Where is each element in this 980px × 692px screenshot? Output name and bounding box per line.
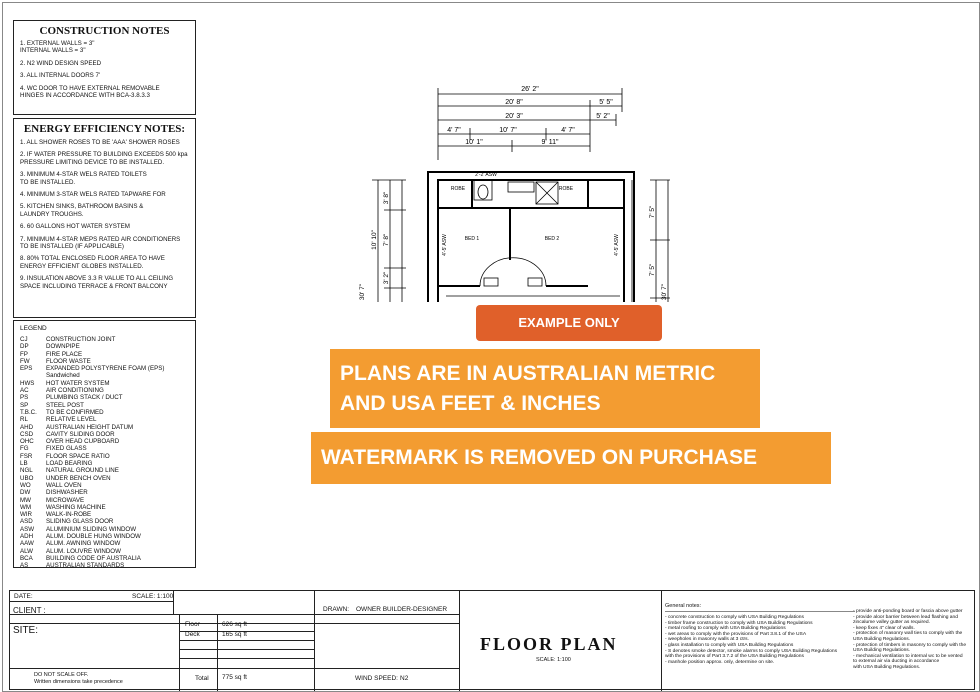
watermark-banner: [311, 432, 831, 484]
units-line-1: PLANS ARE IN AUSTRALIAN METRIC: [340, 362, 716, 385]
date-label: DATE:: [14, 593, 33, 600]
legend-meaning: HOT WATER SYSTEM: [46, 379, 110, 387]
watermark-text: WATERMARK IS REMOVED ON PURCHASE: [321, 446, 757, 469]
dim-20-3: 20' 3": [505, 113, 523, 120]
legend-row: [20, 365, 189, 380]
general-notes-left: [665, 615, 837, 665]
legend-row: [20, 475, 189, 482]
general-note-item: - glass installation to comply with USA Building Regulations: [665, 642, 794, 648]
legend-abbreviation: MW: [20, 496, 31, 504]
dim-5-5: 5' 5": [599, 99, 613, 106]
dim-30-7-left: 30' 7": [359, 283, 366, 301]
legend-meaning: FIXED GLASS: [46, 445, 87, 453]
area-floor-value: 626 sq ft: [222, 621, 247, 628]
dim-7-5-a: 7' 5": [649, 205, 656, 219]
legend-row: [20, 336, 189, 343]
bed-2-label: BED 2: [544, 236, 560, 242]
general-notes-title: General notes:: [665, 603, 702, 609]
energy-note-item: 2. IF WATER PRESSURE TO BUILDING EXCEEDS 500 kpa PRESSURE LIMITING DEVICE TO BE INSTALLED.: [20, 151, 188, 166]
legend-meaning: FIRE PLACE: [46, 350, 83, 358]
drawn-value: OWNER BUILDER-DESIGNER: [356, 606, 448, 613]
dim-3-2: 3' 2": [383, 271, 390, 285]
legend-panel: [13, 320, 196, 568]
legend-abbreviation: T.B.C.: [20, 408, 37, 416]
legend-meaning: BUILDING CODE OF AUSTRALIA: [46, 554, 141, 562]
dim-4-7-a: 4' 7": [447, 127, 461, 134]
legend-abbreviation: FSR: [20, 452, 33, 460]
dim-20-8: 20' 8": [505, 99, 523, 106]
drawn-label: DRAWN:: [323, 606, 350, 613]
legend-abbreviation: AHD: [20, 423, 34, 431]
legend-row: [20, 562, 189, 569]
tb-rule: [10, 614, 459, 615]
general-note-item: - S denotes smoke detector, smoke alarms to comply USA Building Regulations: [665, 648, 838, 654]
legend-row: [20, 431, 189, 438]
tb-rule: [10, 668, 459, 669]
legend-abbreviation: EPS: [20, 365, 33, 373]
general-note-item: - weepholes in masonry walls at 3 ctrs.: [665, 637, 749, 643]
dim-10-10: 10' 10": [371, 230, 378, 250]
legend-meaning: WASHING MACHINE: [46, 503, 106, 511]
legend-meaning: TO BE CONFIRMED: [46, 408, 104, 416]
legend-row: [20, 351, 189, 358]
legend-meaning: CONSTRUCTION JOINT: [46, 336, 116, 343]
tb-rule: [665, 611, 855, 612]
legend-meaning: PLUMBING STACK / DUCT: [46, 394, 123, 402]
legend-abbreviation: NGL: [20, 467, 33, 475]
dim-10-1: 10' 1": [465, 139, 483, 146]
legend-meaning: MICROWAVE: [46, 496, 85, 504]
units-line-2: AND USA FEET & INCHES: [340, 392, 601, 415]
legend-abbreviation: ALW: [20, 547, 33, 555]
legend-meaning: STEEL POST: [46, 401, 84, 409]
general-note-item: - timber frame construction to comply with USA Building Regulations: [665, 620, 813, 626]
legend-row: [20, 445, 189, 452]
legend-meaning: UNDER BENCH OVEN: [46, 474, 111, 482]
legend-meaning: FLOOR SPACE RATIO: [46, 452, 110, 460]
tb-rule: [314, 591, 315, 691]
legend-row: [20, 504, 189, 511]
tb-rule: [179, 658, 314, 659]
example-only-banner: [476, 305, 662, 341]
legend-abbreviation: AS: [20, 562, 29, 570]
energy-note-item: 6. 60 GALLONS HOT WATER SYSTEM: [20, 223, 130, 231]
legend-abbreviation: AC: [20, 387, 29, 395]
construction-note-item: 2. N2 WIND DESIGN SPEED: [20, 59, 102, 67]
legend-meaning: WALL OVEN: [46, 481, 82, 489]
legend-meaning: ALUMINIUM SLIDING WINDOW: [46, 525, 137, 533]
construction-note-item: 3. ALL INTERNAL DOORS 7': [20, 72, 101, 80]
drawing-title: FLOOR PLAN: [480, 634, 618, 654]
legend-meaning: AUSTRALIAN HEIGHT DATUM: [46, 423, 134, 431]
tb-rule: [459, 591, 460, 691]
legend-row: [20, 511, 189, 518]
legend-meaning: WALK-IN-ROBE: [46, 511, 92, 519]
legend-abbreviation: DW: [20, 489, 31, 497]
tb-rule: [217, 614, 218, 691]
title-block: [9, 590, 975, 690]
area-deck-value: 165 sq ft: [222, 631, 247, 638]
robe-label-2: ROBE: [558, 186, 574, 192]
general-note-item: USA Building Regulations.: [853, 648, 911, 654]
legend-row: [20, 548, 189, 555]
construction-note-item: 4. WC DOOR TO HAVE EXTERNAL REMOVABLE HINGES IN ACCORDANCE WITH BCA-3.8.3.3: [20, 84, 160, 100]
energy-notes-title: ENERGY EFFICIENCY NOTES:: [23, 123, 186, 135]
dim-30-7-right: 30' 7": [661, 283, 668, 301]
window-label-left: 4'-5' ASW: [442, 234, 448, 256]
legend-abbreviation: SP: [20, 401, 29, 409]
disclaimer-line-1: DO NOT SCALE OFF.: [34, 672, 89, 678]
client-label: CLIENT :: [13, 606, 46, 615]
legend-row: [20, 460, 189, 467]
general-note-item: with USA Building Regulations.: [853, 664, 921, 670]
legend-row: [20, 416, 189, 423]
legend-abbreviation: CJ: [20, 336, 28, 343]
legend-abbreviation: DP: [20, 343, 29, 351]
legend-row: [20, 343, 189, 350]
legend-row: [20, 380, 189, 387]
legend-row: [20, 409, 189, 416]
legend-meaning: NATURAL GROUND LINE: [46, 467, 119, 475]
legend-abbreviation: BCA: [20, 554, 33, 562]
legend-abbreviation: FW: [20, 357, 30, 365]
dim-4-7-b: 4' 7": [561, 127, 575, 134]
legend-meaning: FLOOR WASTE: [46, 357, 91, 365]
wind-label: WIND SPEED:: [355, 675, 398, 682]
disclaimer-line-2: Written dimensions take precedence: [34, 679, 123, 685]
general-note-item: with the provisions of Part 3.7.2 of the USA Building Regulations: [665, 654, 804, 660]
dim-9-11: 9' 11": [541, 139, 559, 146]
legend-meaning: OVER HEAD CUPBOARD: [46, 438, 120, 446]
legend-meaning: DOWNPIPE: [46, 343, 80, 351]
legend-meaning: ALUM. AWNING WINDOW: [46, 540, 121, 548]
tb-rule: [179, 649, 314, 650]
dim-7-8: 7' 8": [383, 233, 390, 247]
general-notes-right: [853, 609, 966, 671]
general-note-item: to external air via ducting in accordance: [853, 659, 940, 665]
legend-row: [20, 438, 189, 445]
general-note-item: - wet areas to comply with the provisions of Part 3.8.1 of the USA: [665, 631, 807, 637]
dim-5-2: 5' 2": [596, 113, 610, 120]
dim-3-8: 3' 8": [383, 191, 390, 205]
general-note-item: - metal roofing to comply with USA Building Regulations: [665, 626, 786, 632]
general-note-item: - mechanical ventilation to internal wc to be vented: [853, 653, 963, 659]
site-label: SITE:: [13, 625, 39, 636]
legend-abbreviation: HWS: [20, 379, 35, 387]
energy-note-item: 5. KITCHEN SINKS, BATHROOM BASINS & LAUNDRY TROUGHS.: [20, 203, 144, 218]
example-only-text: EXAMPLE ONLY: [518, 315, 620, 330]
legend-abbreviation: AAW: [20, 540, 34, 548]
window-label-top: 2'-2' ASW: [475, 172, 497, 178]
legend-row: [20, 467, 189, 474]
dim-26-2: 26' 2": [521, 86, 539, 93]
dim-7-5-b: 7' 5": [649, 263, 656, 277]
legend-meaning: RELATIVE LEVEL: [46, 416, 97, 424]
legend-abbreviation: LB: [20, 460, 28, 468]
construction-note-item: 1. EXTERNAL WALLS = 3" INTERNAL WALLS = 3": [20, 40, 95, 55]
window-label-right: 4'-5' ASW: [614, 234, 620, 256]
construction-notes-title: CONSTRUCTION NOTES: [39, 25, 170, 37]
energy-notes-panel: [13, 118, 196, 318]
total-value: 775 sq ft: [222, 674, 247, 681]
area-floor-label: Floor: [185, 621, 200, 628]
general-note-item: - provide aloor barrier between lead flashing and: [853, 614, 958, 620]
legend-abbreviation: ASW: [20, 525, 35, 533]
legend-row: [20, 424, 189, 431]
legend-meaning: SLIDING GLASS DOOR: [46, 518, 114, 526]
general-note-item: - keep fixes 4" clear of walls.: [853, 625, 915, 631]
wind-value: N2: [400, 675, 409, 682]
legend-abbreviation: UBO: [20, 474, 34, 482]
legend-abbreviation: ASD: [20, 518, 33, 526]
construction-notes-panel: [13, 20, 196, 115]
legend-title: LEGEND: [20, 325, 47, 332]
legend-row: [20, 540, 189, 547]
legend-row: [20, 518, 189, 525]
legend-meaning: AUSTRALIAN STANDARDS: [46, 562, 125, 570]
legend-abbreviation: WO: [20, 481, 31, 489]
general-note-item: - protection of timbers in masonry to comply with the: [853, 642, 967, 648]
legend-abbreviation: CSD: [20, 430, 34, 438]
general-note-item: - protection of masonry wall ties to comply with the: [853, 631, 963, 637]
drawing-scale: SCALE: 1:100: [536, 657, 571, 663]
legend-abbreviation: FG: [20, 445, 29, 453]
legend-abbreviation: OHC: [20, 438, 34, 446]
energy-note-item: 7. MINIMUM 4-STAR MEPS RATED AIR CONDITIONERS TO BE INSTALLED (IF APPLICABLE): [20, 235, 181, 251]
tb-rule: [179, 640, 314, 641]
units-banner: [330, 349, 760, 428]
legend-abbreviation: PS: [20, 394, 29, 402]
construction-notes-list: [20, 40, 189, 99]
general-note-item: zincalume valley gutter as required.: [853, 620, 930, 626]
area-deck-label: Deck: [185, 631, 200, 638]
legend-meaning: CAVITY SLIDING DOOR: [46, 430, 115, 438]
legend-meaning: DISHWASHER: [46, 489, 88, 497]
legend-row: [20, 526, 189, 533]
energy-notes-list: [20, 139, 189, 290]
legend-row: [20, 387, 189, 394]
energy-note-item: 4. MINIMUM 3-STAR WELS RATED TAPWARE FOR: [20, 191, 166, 199]
legend-row: [20, 358, 189, 365]
legend-abbreviation: WIR: [20, 511, 33, 519]
legend-meaning: ALUM. LOUVRE WINDOW: [46, 547, 121, 555]
floor-plan-drawing: [350, 80, 670, 302]
tb-rule: [10, 601, 173, 602]
robe-label-1: ROBE: [450, 186, 466, 192]
total-label: Total: [195, 675, 209, 682]
energy-note-item: 3. MINIMUM 4-STAR WELS RATED TOILETS TO BE INSTALLED.: [20, 171, 147, 186]
legend-row: [20, 482, 189, 489]
legend-row: [20, 402, 189, 409]
legend-meaning: EXPANDED POLYSTYRENE FOAM (EPS) Sandwiched: [46, 365, 165, 380]
bed-1-label: BED 1: [464, 236, 480, 242]
legend-abbreviation: FP: [20, 350, 28, 358]
energy-note-item: 9. INSULATION ABOVE 3.3 R VALUE TO ALL CEILING SPACE INCLUDING TERRACE & FRONT BALCONY: [20, 275, 174, 290]
tb-rule: [661, 591, 662, 691]
legend-meaning: ALUM. DOUBLE HUNG WINDOW: [46, 533, 141, 541]
legend-row: [20, 533, 189, 540]
legend-row: [20, 555, 189, 562]
legend-abbreviation: WM: [20, 503, 31, 511]
legend-row: [20, 453, 189, 460]
legend-meaning: LOAD BEARING: [46, 460, 93, 468]
legend-meaning: AIR CONDITIONING: [46, 387, 104, 395]
dim-10-7: 10' 7": [499, 127, 517, 134]
general-note-item: - provide anti-ponding board or fascia above gutter: [853, 609, 963, 614]
general-note-item: - manhole position approx. only, determine on site.: [665, 659, 775, 665]
energy-note-item: 8. 80% TOTAL ENCLOSED FLOOR AREA TO HAVE ENERGY EFFICIENT GLOBES INSTALLED.: [20, 255, 165, 270]
legend-list: [20, 336, 189, 570]
energy-note-item: 1. ALL SHOWER ROSES TO BE 'AAA' SHOWER ROSES: [20, 139, 180, 146]
legend-abbreviation: ADH: [20, 533, 34, 541]
legend-row: [20, 497, 189, 504]
general-note-item: - concrete construction to comply with USA Building Regulations: [665, 615, 804, 620]
scale-label: SCALE: 1:100: [132, 593, 174, 600]
legend-row: [20, 489, 189, 496]
legend-row: [20, 394, 189, 401]
general-note-item: USA Building Regulations.: [853, 636, 911, 642]
tb-rule: [179, 614, 180, 691]
legend-abbreviation: RL: [20, 416, 28, 424]
